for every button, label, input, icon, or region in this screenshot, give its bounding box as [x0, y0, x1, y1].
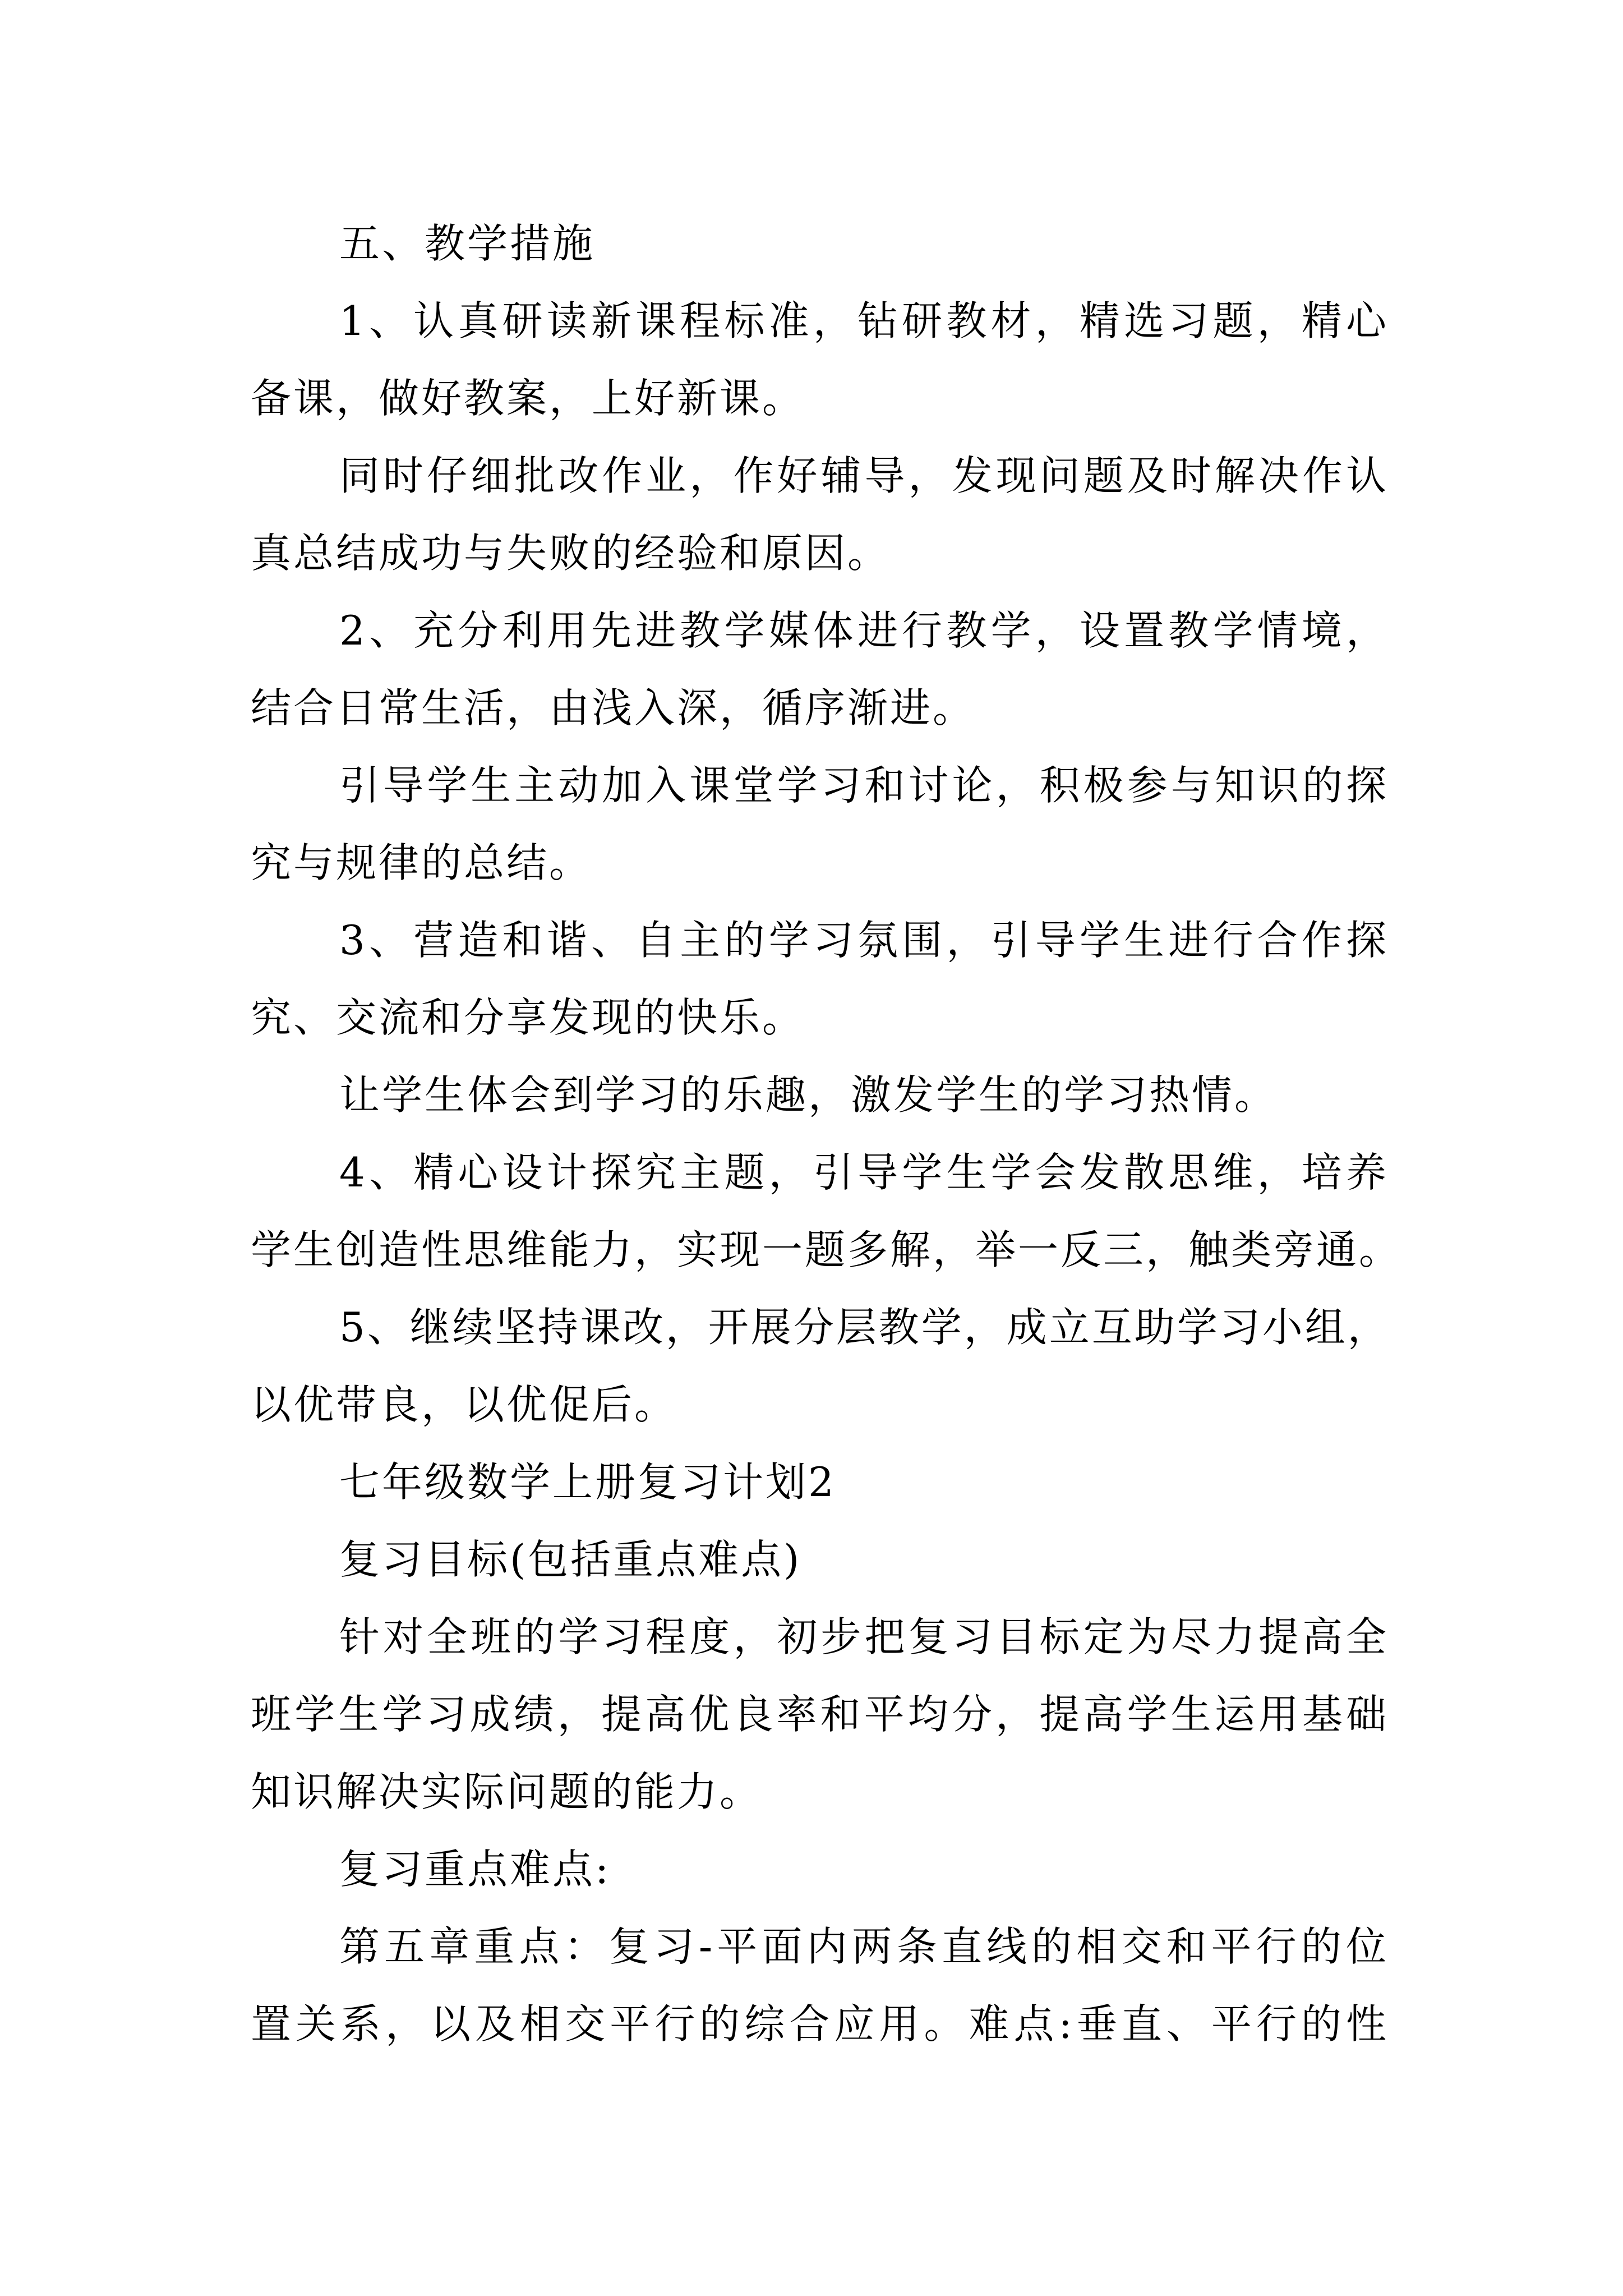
paragraph-line: 以优带良，以优促后。	[251, 1381, 677, 1428]
paragraph-line: 五、教学措施	[339, 220, 596, 267]
paragraph-line: 真总结成功与失败的经验和原因。	[251, 530, 891, 577]
paragraph	[251, 1908, 1389, 2063]
paragraph	[251, 437, 1389, 592]
paragraph-line: 5、继续坚持课改，开展分层教学，成立互助学习小组，	[339, 1304, 1390, 1351]
paragraph-line: 同时仔细批改作业，作好辅导，发现问题及时解决作认	[339, 452, 1389, 499]
paragraph-line: 结合日常生活，由浅入深，循序渐进。	[251, 684, 976, 731]
subheading	[251, 1830, 1389, 1908]
paragraph	[251, 747, 1389, 901]
paragraph	[251, 901, 1389, 1056]
paragraph-line: 针对全班的学习程度，初步把复习目标定为尽力提高全	[339, 1613, 1389, 1660]
paragraph-line: 究与规律的总结。	[251, 839, 592, 886]
document-body	[251, 205, 1402, 2063]
paragraph-line: 2、充分利用先进教学媒体进行教学，设置教学情境，	[339, 607, 1389, 654]
paragraph	[251, 1289, 1389, 1443]
paragraph-line: 引导学生主动加入课堂学习和讨论，积极参与知识的探	[339, 762, 1389, 809]
paragraph-line: 4、精心设计探究主题，引导学生学会发散思维，培养	[339, 1149, 1389, 1196]
paragraph-line: 学生创造性思维能力，实现一题多解，举一反三，触类旁通。	[251, 1226, 1402, 1273]
paragraph-line: 复习重点难点:	[339, 1846, 611, 1893]
paragraph-line: 让学生体会到学习的乐趣，激发学生的学习热情。	[339, 1071, 1278, 1119]
paragraph-line: 第五章重点：复习-平面内两条直线的相交和平行的位	[339, 1923, 1389, 1970]
paragraph-line: 班学生学习成绩，提高优良率和平均分，提高学生运用基础	[251, 1691, 1389, 1738]
paragraph-line: 3、营造和谐、自主的学习氛围，引导学生进行合作探	[339, 917, 1389, 964]
paragraph-line: 究、交流和分享发现的快乐。	[251, 994, 805, 1041]
subheading	[251, 1521, 1389, 1598]
paragraph	[251, 1134, 1402, 1289]
paragraph-line: 七年级数学上册复习计划2	[339, 1458, 836, 1506]
paragraph-line: 知识解决实际问题的能力。	[251, 1768, 763, 1815]
paragraph	[251, 1056, 1389, 1134]
paragraph	[251, 1598, 1389, 1830]
paragraph	[251, 282, 1389, 437]
section-heading	[251, 205, 1389, 282]
paragraph-line: 备课，做好教案，上好新课。	[251, 375, 805, 422]
paragraph	[251, 592, 1389, 747]
paragraph-line: 1、认真研读新课程标准，钻研教材，精选习题，精心	[339, 297, 1389, 344]
plan-title	[251, 1443, 1389, 1521]
paragraph-line: 复习目标(包括重点难点)	[339, 1536, 802, 1583]
paragraph-line: 置关系，以及相交平行的综合应用。难点:垂直、平行的性	[251, 2000, 1389, 2047]
